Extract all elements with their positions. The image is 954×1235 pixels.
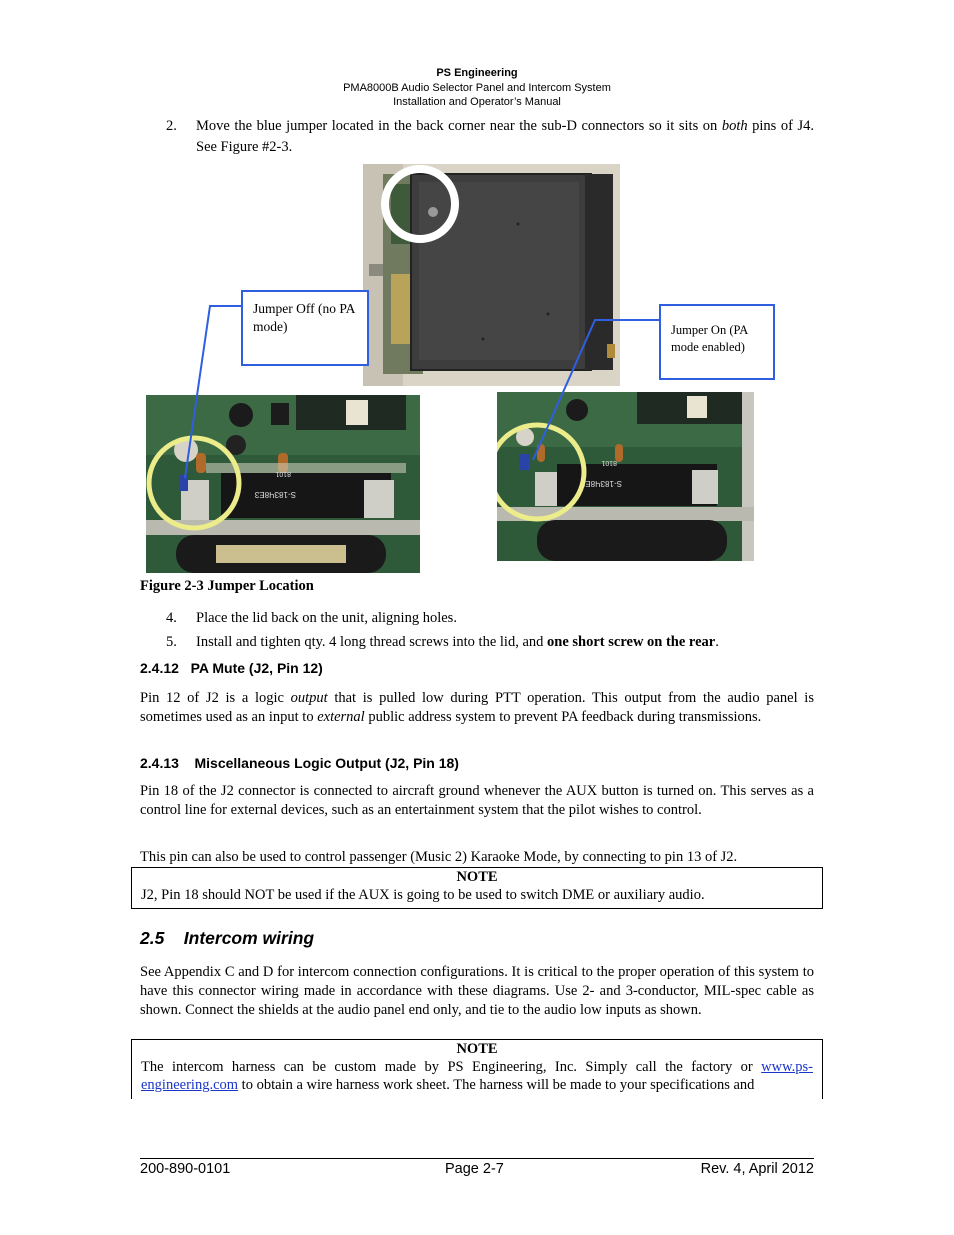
heading-2-5: 2.5 Intercom wiring bbox=[140, 928, 315, 948]
note-box-aux bbox=[131, 867, 823, 909]
note-box-harness bbox=[131, 1039, 823, 1099]
step-5-number: 5. bbox=[166, 634, 177, 650]
note-body-harness: The intercom harness can be custom made by PS Engineering, Inc. Simply call the factory or www.ps-engineering.com to obtain a wire harness work sheet. The harness will be made to your specifications and bbox=[141, 1059, 813, 1093]
paragraph-pa-mute: Pin 12 of J2 is a logic output that is pulled low during PTT operation. This output from the audio panel is sometimes used as an input to external public address system to prevent PA feedback during transmissions. bbox=[140, 690, 814, 725]
heading-2-4-13: 2.4.13 Miscellaneous Logic Output (J2, Pin 18) bbox=[140, 755, 459, 771]
step-5-text: Install and tighten qty. 4 long thread screws into the lid, and one short screw on the rear. bbox=[196, 634, 719, 650]
step-4-number: 4. bbox=[166, 610, 177, 626]
note-body-aux: J2, Pin 18 should NOT be used if the AUX is going to be used to switch DME or auxiliary audio. bbox=[141, 887, 705, 903]
step-2-number: 2. bbox=[166, 118, 177, 134]
figure-caption: Figure 2-3 Jumper Location bbox=[140, 578, 314, 594]
board-label-right-2: 8101 bbox=[601, 459, 617, 466]
step-5 bbox=[168, 632, 814, 653]
board-label-left-1: S-18ЗЧ8ЕЗ bbox=[254, 490, 296, 499]
footer-rule bbox=[140, 1158, 814, 1159]
ps-engineering-link[interactable]: www.ps-engineering.com bbox=[141, 1059, 813, 1093]
board-label-left-2: 8101 bbox=[275, 470, 291, 477]
footer-revision: Rev. 4, April 2012 bbox=[700, 1161, 814, 1177]
paragraph-intercom-wiring: See Appendix C and D for intercom connection configurations. It is critical to the proper operation of this system to have this connector wiring made in accordance with these diagrams. Use 2- and 3-conductor, MIL-spec cable as shown. Connect the shields at the audio panel end only, and tie to the audio low inputs as shown. bbox=[140, 964, 814, 1018]
note-title-aux: NOTE bbox=[456, 869, 498, 885]
header-manual: Installation and Operator’s Manual bbox=[393, 96, 561, 108]
header-company: PS Engineering bbox=[436, 67, 518, 79]
paragraph-karaoke: This pin can also be used to control passenger (Music 2) Karaoke Mode, by connecting to pin 13 of J2. bbox=[140, 849, 738, 865]
step-4-text: Place the lid back on the unit, aligning holes. bbox=[196, 610, 457, 626]
paragraph-logic-output: Pin 18 of the J2 connector is connected to aircraft ground whenever the AUX button is turned on. This serves as a control line for external devices, such as an entertainment system that the pilot wishes to control. bbox=[140, 783, 814, 818]
leader-line-right bbox=[533, 320, 659, 460]
note-title-harness: NOTE bbox=[456, 1041, 498, 1057]
leader-line-left bbox=[185, 306, 241, 478]
callout-jumper-on: Jumper On (PA mode enabled) bbox=[659, 304, 775, 380]
footer-page-number: Page 2-7 bbox=[445, 1161, 504, 1177]
step-4 bbox=[168, 608, 814, 629]
header-product: PMA8000B Audio Selector Panel and Intercom System bbox=[343, 81, 611, 94]
heading-2-4-12: 2.4.12 PA Mute (J2, Pin 12) bbox=[140, 660, 323, 676]
callout-jumper-off: Jumper Off (no PA mode) bbox=[241, 290, 369, 366]
footer-doc-number: 200-890-0101 bbox=[140, 1161, 231, 1177]
step-2-text: Move the blue jumper located in the back corner near the sub-D connectors so it sits on both pins of J4. See Figure #2-3. bbox=[196, 118, 814, 155]
board-label-right-1: S-18ЗЧ8ЕЗ bbox=[580, 479, 622, 488]
